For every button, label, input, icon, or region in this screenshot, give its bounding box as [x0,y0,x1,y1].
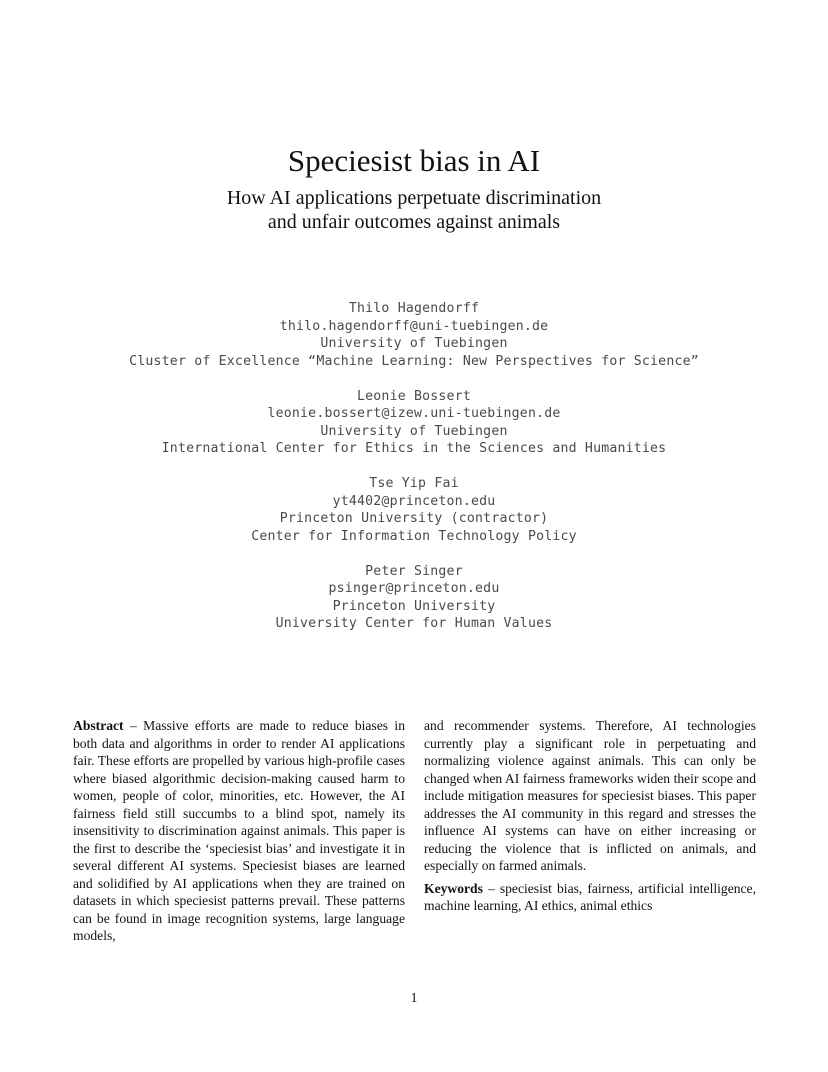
author-block [0,563,828,633]
paper-subtitle [0,186,828,234]
author-block [0,475,828,545]
author-unit: University Center for Human Values [275,616,553,631]
author-name: Thilo Hagendorff [348,301,480,316]
author-name: Leonie Bossert [357,388,471,404]
author-name: Tse Yip Fai [369,476,459,491]
abstract-paragraph [73,717,405,945]
abstract-section [73,717,756,967]
author-affiliation: University of Tuebingen [320,423,508,439]
author-email: yt4402@princeton.edu [332,493,496,509]
author-unit: International Center for Ethics in the Sciences and Humanities [161,441,667,456]
keywords-paragraph [424,880,756,915]
author-list [0,300,828,650]
subtitle-line-2: and unfair outcomes against animals [267,211,561,233]
author-unit: Center for Information Technology Policy [251,528,577,544]
author-block [0,300,828,370]
paper-title: Speciesist bias in AI [287,143,541,178]
abstract-column-right [424,717,756,915]
author-block [0,388,828,458]
author-affiliation: Princeton University [332,598,496,614]
abstract-column-left [73,717,405,945]
author-affiliation: Princeton University (contractor) [279,511,549,526]
subtitle-line-1: How AI applications perpetuate discrimination [226,187,602,209]
keywords-label: Keywords [424,880,483,896]
page-number: 1 [410,990,418,1005]
keywords-text: – speciesist bias, fairness, artificial intelligence, machine learning, AI ethics, animal ethics [424,880,756,913]
author-unit: Cluster of Excellence “Machine Learning: New Perspectives for Science” [129,353,699,369]
author-email: psinger@princeton.edu [328,581,500,596]
abstract-text-left: – Massive efforts are made to reduce biases in both data and algorithms in order to render AI applications fair. These efforts are propelled by various high-profile cases where biased algorithmic decision-making caused harm to women, people of color, minorities, etc. However, the AI fairness field still succumbs to a blind spot, namely its insensitivity to discrimination against animals. This paper is the first to describe the ‘speciesist bias’ and investigate it in several different AI systems. Speciesist biases are learned and solidified by AI applications when they are trained on datasets in which speciesist patterns prevail. These patterns can be found in image recognition systems, large language models, [73,718,405,943]
abstract-text-right: and recommender systems. Therefore, AI technologies currently play a significant role in perpetuating and normalizing violence against animals. This can only be changed when AI fairness frameworks widen their scope and include mitigation measures for speciesist biases. This paper addresses the AI community in this regard and stresses the influence AI systems can have on either increasing or reducing the violence that is inflicted on animals, and especially on farmed animals. [424,718,756,873]
author-name: Peter Singer [365,563,463,579]
author-email: thilo.hagendorff@uni-tuebingen.de [279,318,549,334]
author-affiliation: University of Tuebingen [320,336,508,351]
abstract-label: Abstract [73,718,124,733]
author-email: leonie.bossert@izew.uni-tuebingen.de [267,406,561,421]
